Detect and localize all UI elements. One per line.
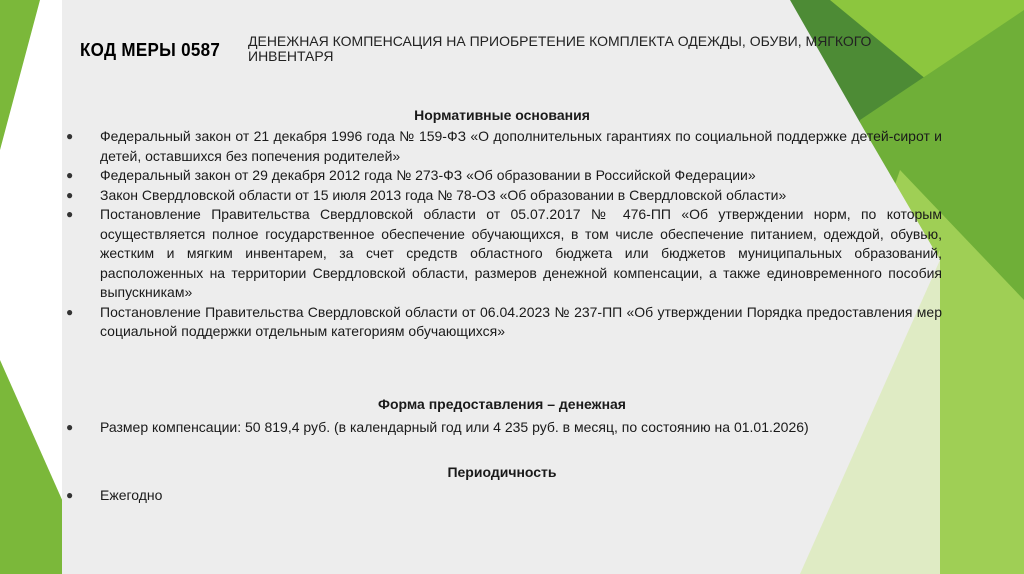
list-item: [62, 418, 942, 438]
bullet-icon: ●: [66, 420, 74, 434]
list-item: [62, 127, 942, 166]
list-item: [62, 486, 942, 506]
bullet-icon: ●: [66, 129, 74, 143]
list-item-text: Размер компенсации: 50 819,4 руб. (в календарный год или 4 235 руб. в месяц, по состоянию на 01.01.2026): [100, 419, 809, 435]
periodicity-list: [62, 486, 942, 506]
list-item-text: Постановление Правительства Свердловской области от 06.04.2023 № 237-ПП «Об утверждении Порядка предоставления мер социальной поддержки отдельным категориям обучающихся»: [100, 303, 942, 339]
bullet-icon: ●: [66, 168, 74, 182]
bullet-icon: ●: [66, 488, 74, 502]
list-item: [62, 166, 942, 186]
legal-basis-list: [62, 127, 942, 342]
list-item: [62, 186, 942, 206]
list-item-text: Федеральный закон от 21 декабря 1996 года № 159-ФЗ «О дополнительных гарантиях по социальной поддержке детей-сирот и детей, оставшихся без попечения родителей»: [100, 128, 942, 164]
list-item-text: Федеральный закон от 29 декабря 2012 года № 273-ФЗ «Об образовании в Российской Федерации»: [100, 167, 756, 183]
left-top-triangle: [0, 0, 40, 150]
list-item-text: Ежегодно: [100, 487, 163, 503]
legal-basis-heading: Нормативные основания: [414, 107, 590, 123]
measure-code: КОД МЕРЫ 0587: [80, 40, 221, 61]
form-heading: Форма предоставления – денежная: [378, 396, 626, 412]
list-item: [62, 205, 942, 303]
periodicity-heading: Периодичность: [447, 464, 557, 480]
form-list: [62, 418, 942, 438]
bullet-icon: ●: [66, 207, 74, 221]
list-item-text: Постановление Правительства Свердловской области от 05.07.2017 № 476-ПП «Об утверждении норм, по которым осуществляется полное государственное обеспечение обучающихся, в том числе обеспечение питанием, одеждой, обувью, жестким и мягким инвентарем, за счет средств областного бюджета или бюджетов муниципальных образований, расположенных на территории Свердловской области, размеров денежной компенсации, а также единовременного пособия выпускникам»: [100, 206, 942, 300]
measure-title: ДЕНЕЖНАЯ КОМПЕНСАЦИЯ НА ПРИОБРЕТЕНИЕ КОМПЛЕКТА ОДЕЖДЫ, ОБУВИ, МЯГКОГО ИНВЕНТАРЯ: [248, 33, 872, 64]
list-item-text: Закон Свердловской области от 15 июля 2013 года № 78-ОЗ «Об образовании в Свердловской области»: [100, 186, 787, 203]
bullet-icon: ●: [66, 304, 74, 319]
list-item: [62, 303, 942, 342]
bullet-icon: ●: [66, 187, 74, 202]
